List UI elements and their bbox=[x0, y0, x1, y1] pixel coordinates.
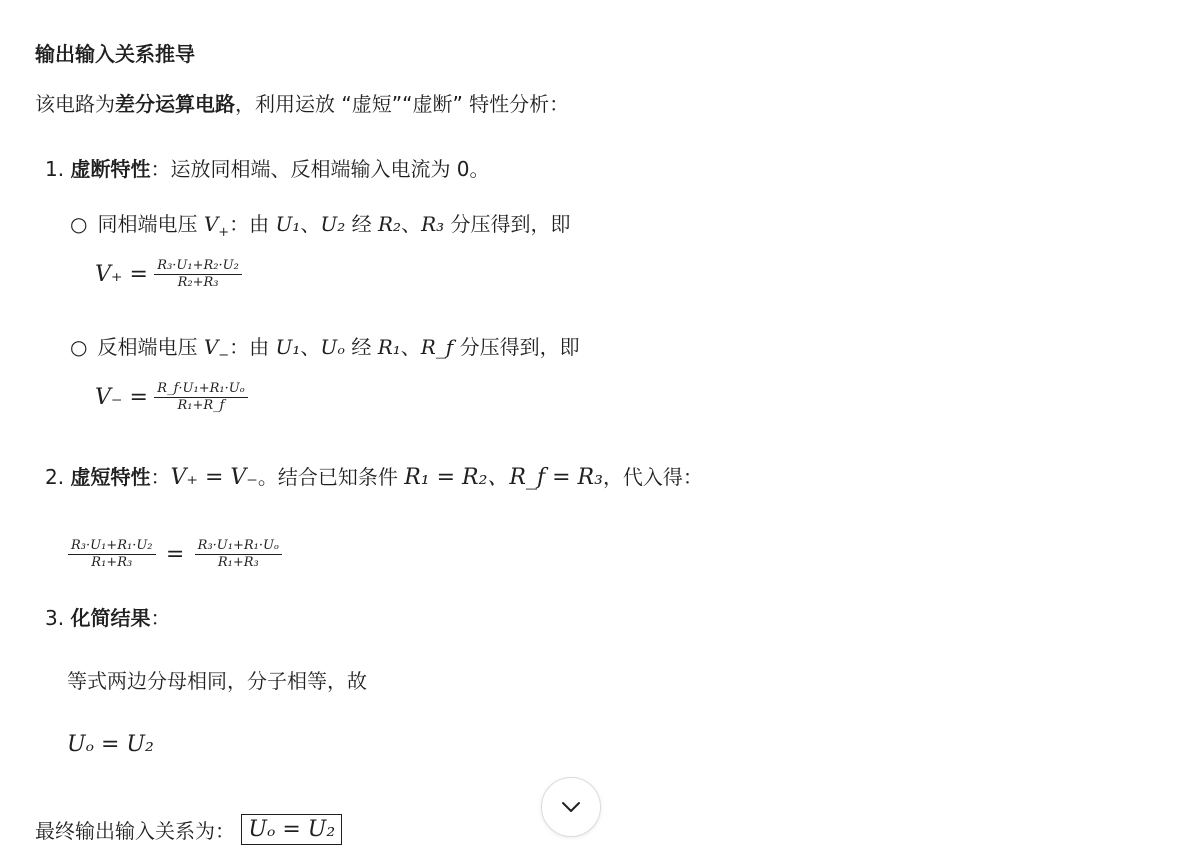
step-text: ： bbox=[150, 606, 171, 630]
chevron-down-icon bbox=[560, 800, 582, 814]
step-number: 1. bbox=[45, 157, 65, 181]
fraction-denominator: R₂+R₃ bbox=[177, 275, 219, 290]
intro-paragraph bbox=[35, 88, 569, 117]
result-formula: Uₒ = U₂ bbox=[67, 732, 154, 757]
fraction bbox=[154, 258, 242, 291]
sub-via: 经 bbox=[351, 335, 372, 359]
fraction-numerator: R_f·U₁+R₁·Uₒ bbox=[154, 381, 247, 398]
step-3 bbox=[45, 602, 170, 631]
var-sub: − bbox=[218, 348, 230, 363]
bullet-icon: ○ bbox=[70, 212, 88, 236]
step-text-b: 。结合已知条件 bbox=[257, 465, 398, 489]
fraction-denominator: R₁+R₃ bbox=[91, 555, 133, 570]
var-sub: + bbox=[218, 225, 230, 240]
punct: 、 bbox=[400, 335, 421, 359]
step-number: 2. bbox=[45, 465, 65, 489]
fraction-denominator: R₁+R₃ bbox=[217, 555, 259, 570]
formula-lhs: V₋ = bbox=[95, 385, 148, 410]
step-text-a: ： bbox=[150, 465, 171, 489]
var-v: V bbox=[203, 212, 219, 236]
scroll-down-button[interactable] bbox=[541, 777, 601, 837]
step-text-c: ，代入得： bbox=[602, 465, 703, 489]
sym-a: U₁ bbox=[275, 212, 301, 236]
step-title: 虚短特性 bbox=[70, 465, 151, 489]
sub-end: 分压得到，即 bbox=[459, 335, 580, 359]
sub-label: 同相端电压 bbox=[97, 212, 198, 236]
sub-via: 经 bbox=[351, 212, 372, 236]
condition-formula: R₁ = R₂、R_f = R₃ bbox=[404, 465, 603, 490]
formula-equation bbox=[68, 538, 282, 571]
equals-sign: = bbox=[165, 542, 185, 567]
final-boxed-formula: Uₒ = U₂ bbox=[241, 814, 342, 845]
var-v: V bbox=[203, 335, 219, 359]
sym-c: R₁ bbox=[377, 335, 401, 359]
fraction-numerator: R₃·U₁+R₂·U₂ bbox=[154, 258, 242, 275]
intro-bold: 差分运算电路 bbox=[115, 92, 235, 116]
punct: 、 bbox=[300, 212, 321, 236]
punct: 、 bbox=[401, 212, 422, 236]
sym-a: U₁ bbox=[275, 335, 301, 359]
step-1 bbox=[45, 153, 490, 182]
sym-d: R_f bbox=[420, 335, 454, 359]
sub-end: 分压得到，即 bbox=[450, 212, 571, 236]
bullet-icon: ○ bbox=[70, 335, 88, 359]
formula-lhs: V₊ = bbox=[95, 262, 148, 287]
step-text: ：运放同相端、反相端输入电流为 0。 bbox=[150, 157, 490, 181]
final-label: 最终输出输入关系为： bbox=[35, 819, 235, 843]
fraction-numerator: R₃·U₁+R₁·U₂ bbox=[68, 538, 156, 555]
simplify-text: 等式两边分母相同，分子相等，故 bbox=[67, 669, 367, 693]
step-2 bbox=[45, 460, 703, 491]
final-line bbox=[35, 814, 342, 845]
formula-vplus bbox=[95, 258, 242, 291]
sym-c: R₂ bbox=[378, 212, 402, 236]
step-number: 3. bbox=[45, 606, 65, 630]
sym-b: U₂ bbox=[320, 212, 346, 236]
fraction-denominator: R₁+R_f bbox=[177, 398, 225, 413]
intro-suffix: ，利用运放 “虚短”“虚断” 特性分析： bbox=[235, 92, 570, 116]
sub-item-vminus bbox=[70, 331, 580, 363]
step-title: 虚断特性 bbox=[70, 157, 151, 181]
fraction bbox=[154, 381, 247, 414]
sub-mid: ：由 bbox=[229, 212, 270, 236]
sym-d: R₃ bbox=[421, 212, 445, 236]
step-title: 化简结果 bbox=[70, 606, 151, 630]
formula-vminus bbox=[95, 381, 248, 414]
punct: 、 bbox=[300, 335, 321, 359]
sub-label: 反相端电压 bbox=[97, 335, 198, 359]
sub-mid: ：由 bbox=[229, 335, 270, 359]
section-heading: 输出输入关系推导 bbox=[35, 42, 195, 66]
intro-prefix: 该电路为 bbox=[35, 92, 115, 116]
fraction-right bbox=[195, 538, 282, 571]
fraction-numerator: R₃·U₁+R₁·Uₒ bbox=[195, 538, 282, 555]
virtual-short-formula: V₊ = V₋ bbox=[170, 465, 258, 490]
sub-item-vplus bbox=[70, 208, 571, 240]
fraction-left bbox=[68, 538, 156, 571]
sym-b: Uₒ bbox=[320, 335, 345, 359]
